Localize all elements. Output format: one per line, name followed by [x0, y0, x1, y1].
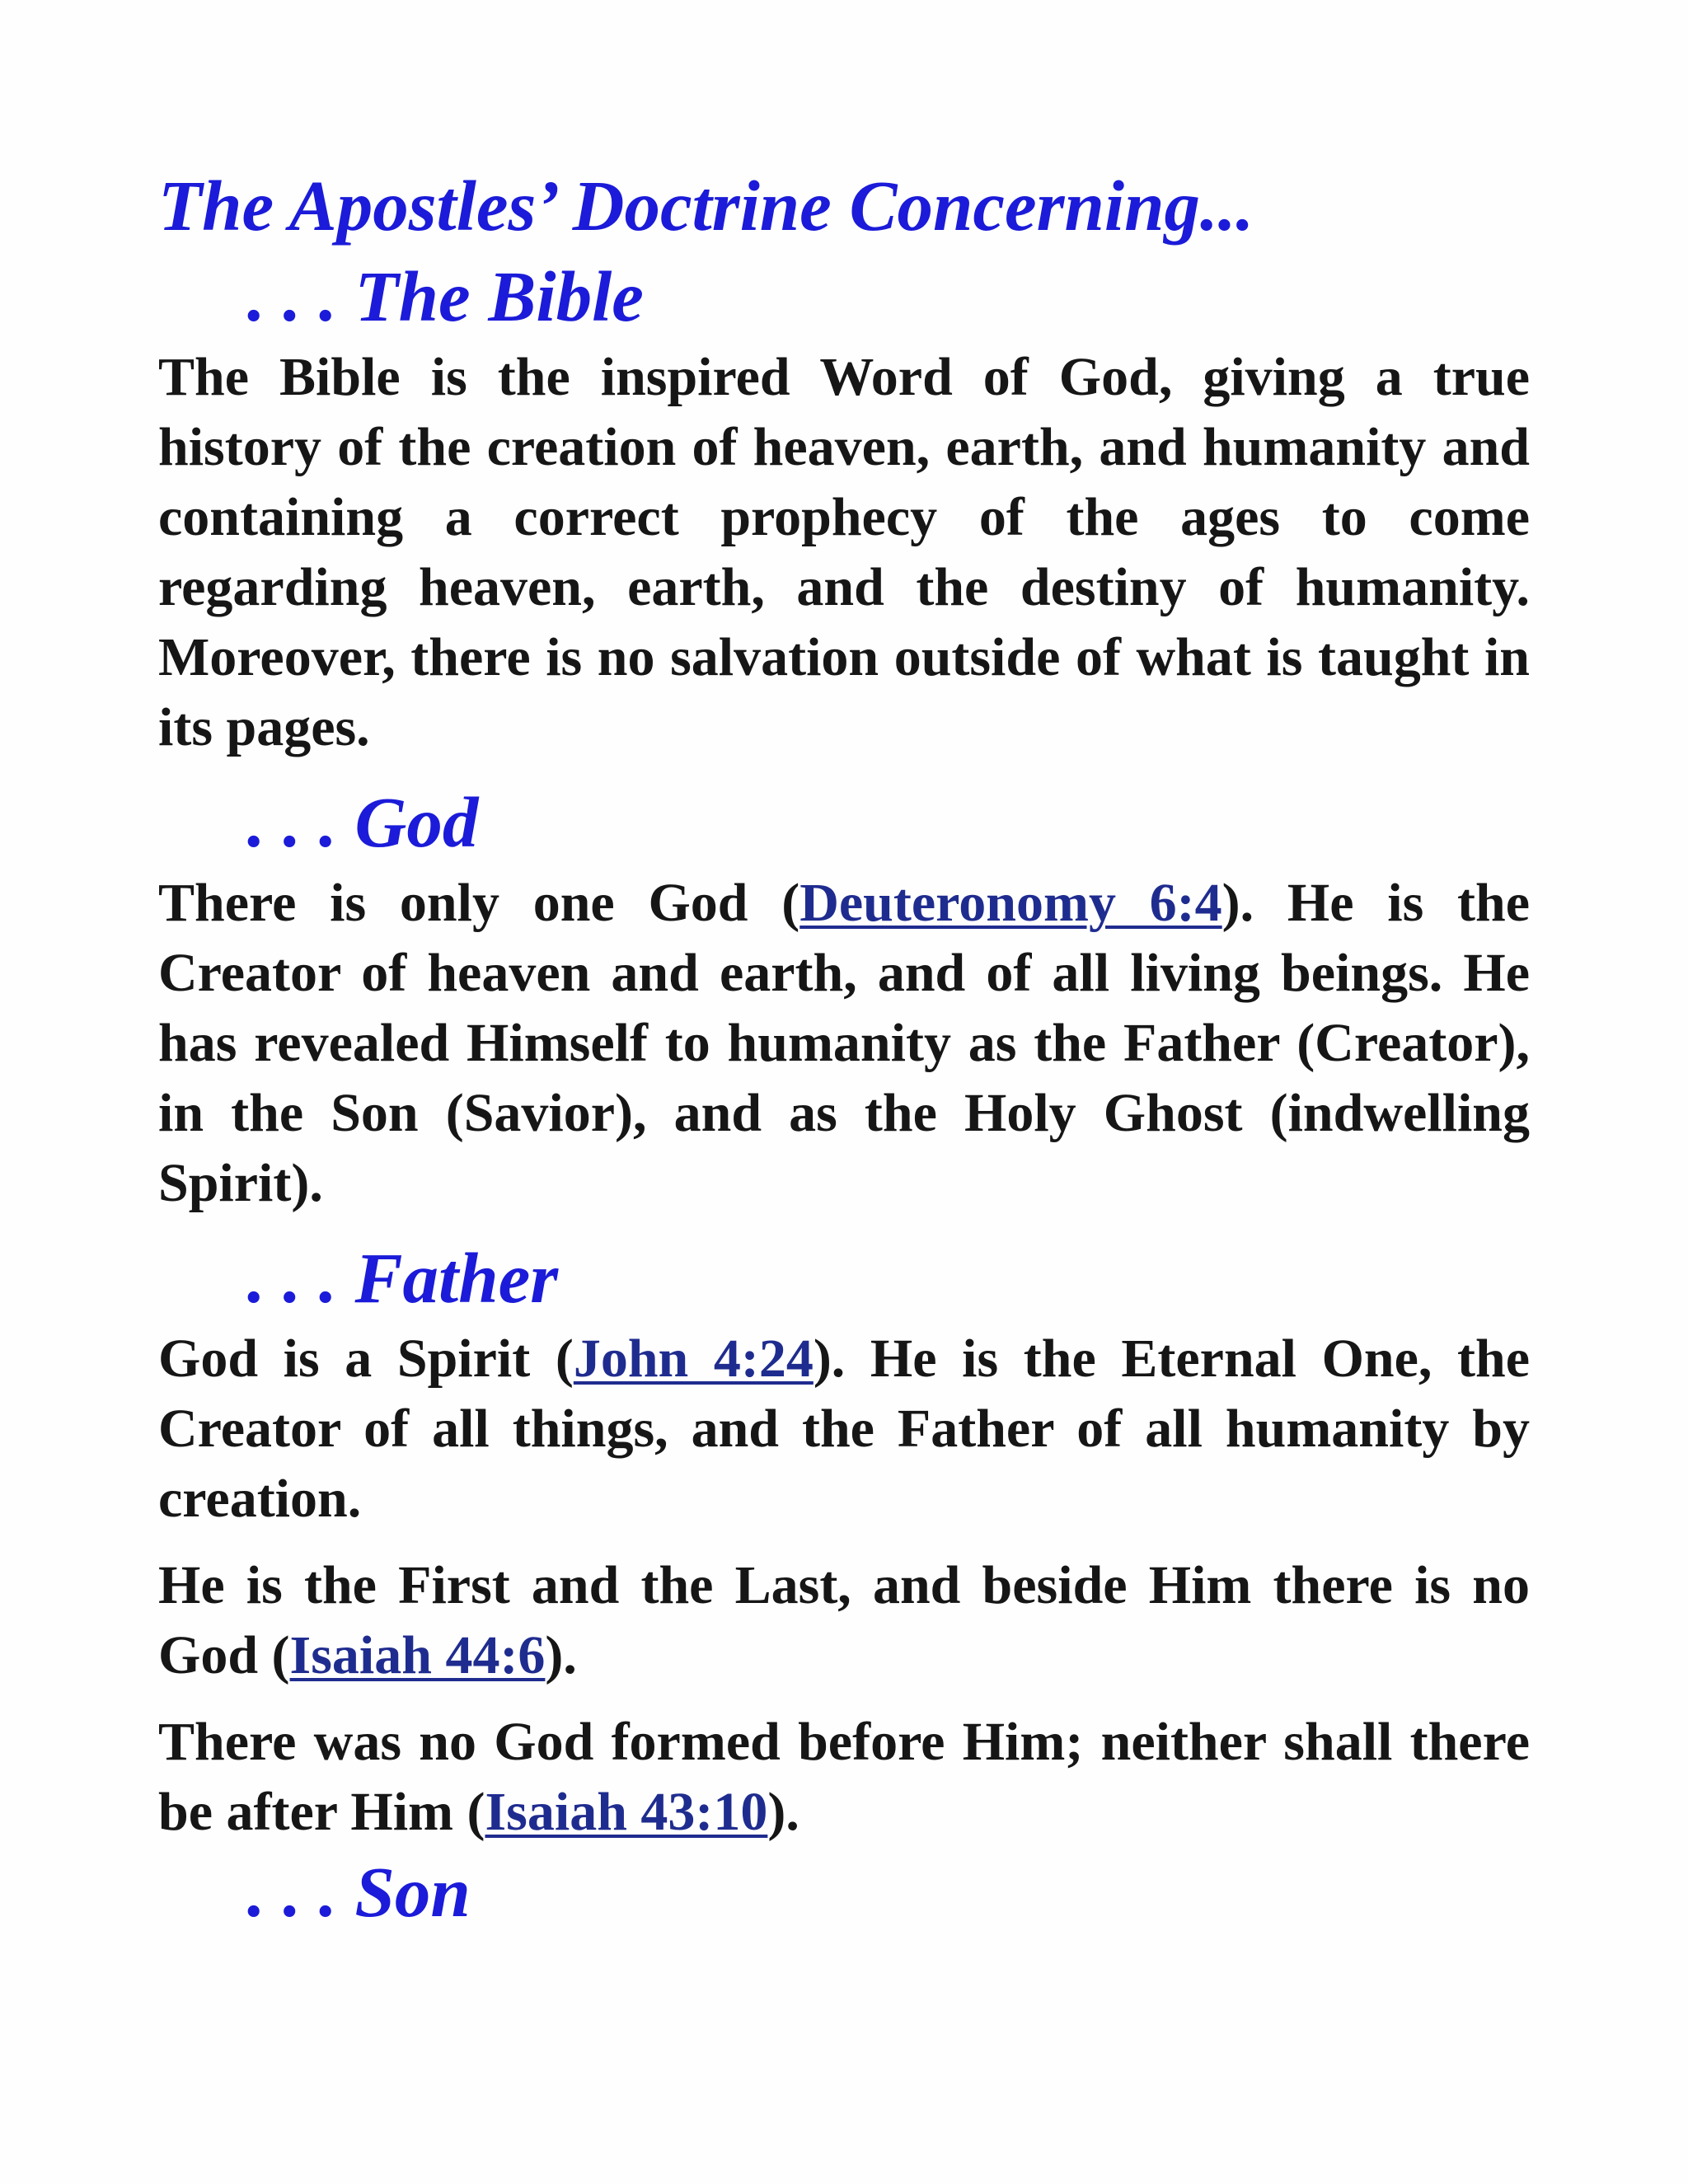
paragraph-father-3-text-before: There was no God formed before Him; neither shall there be after Him (	[158, 1712, 1530, 1842]
scripture-link-john[interactable]: John 4:24	[573, 1329, 814, 1389]
scripture-link-isaiah-44[interactable]: Isaiah 44:6	[289, 1625, 546, 1685]
section-heading-god: . . . God	[247, 782, 479, 862]
paragraph-god-text-after: ). He is the Creator of heaven and earth, and of all living beings. He has revealed Himself to humanity as the Father (Creator), in the Son (Savior), and as the Holy Ghost (indwelling Spirit).	[158, 873, 1531, 1213]
scripture-link-isaiah-43[interactable]: Isaiah 43:10	[485, 1782, 768, 1842]
paragraph-father-1	[158, 1324, 1530, 1534]
spacer	[158, 762, 1530, 777]
section-heading-father: . . . Father	[247, 1238, 559, 1318]
paragraph-father-2	[158, 1550, 1530, 1690]
section-heading-bible: . . . The Bible	[247, 256, 644, 336]
paragraph-god	[158, 868, 1530, 1218]
section-heading-son: . . . Son	[247, 1852, 471, 1932]
paragraph-father-1-text-before: God is a Spirit (	[158, 1329, 574, 1389]
paragraph-bible-text: The Bible is the inspired Word of God, giving a true history of the creation of heaven, earth, and humanity and containing a correct prophecy of the ages to come regarding heaven, earth, and the destiny of humanity. Moreover, there is no salvation outside of what is taught in its pages.	[158, 347, 1530, 757]
page-title: The Apostles’ Doctrine Concerning...	[158, 166, 1254, 246]
paragraph-god-text-before: There is only one God (	[158, 873, 800, 933]
paragraph-father-2-text-after: ).	[545, 1625, 577, 1685]
spacer	[158, 1218, 1530, 1233]
paragraph-father-2-text-before: He is the First and the Last, and beside Him there is no God (	[158, 1555, 1530, 1685]
paragraph-father-3-text-after: ).	[767, 1782, 799, 1842]
paragraph-bible	[158, 342, 1530, 762]
paragraph-father-3	[158, 1707, 1530, 1847]
paragraph-father-1-text-after: ). He is the Eternal One, the Creator of all things, and the Father of all humanity by creation.	[158, 1329, 1531, 1529]
scripture-link-deuteronomy[interactable]: Deuteronomy 6:4	[799, 873, 1222, 933]
document-content	[158, 161, 1530, 1938]
